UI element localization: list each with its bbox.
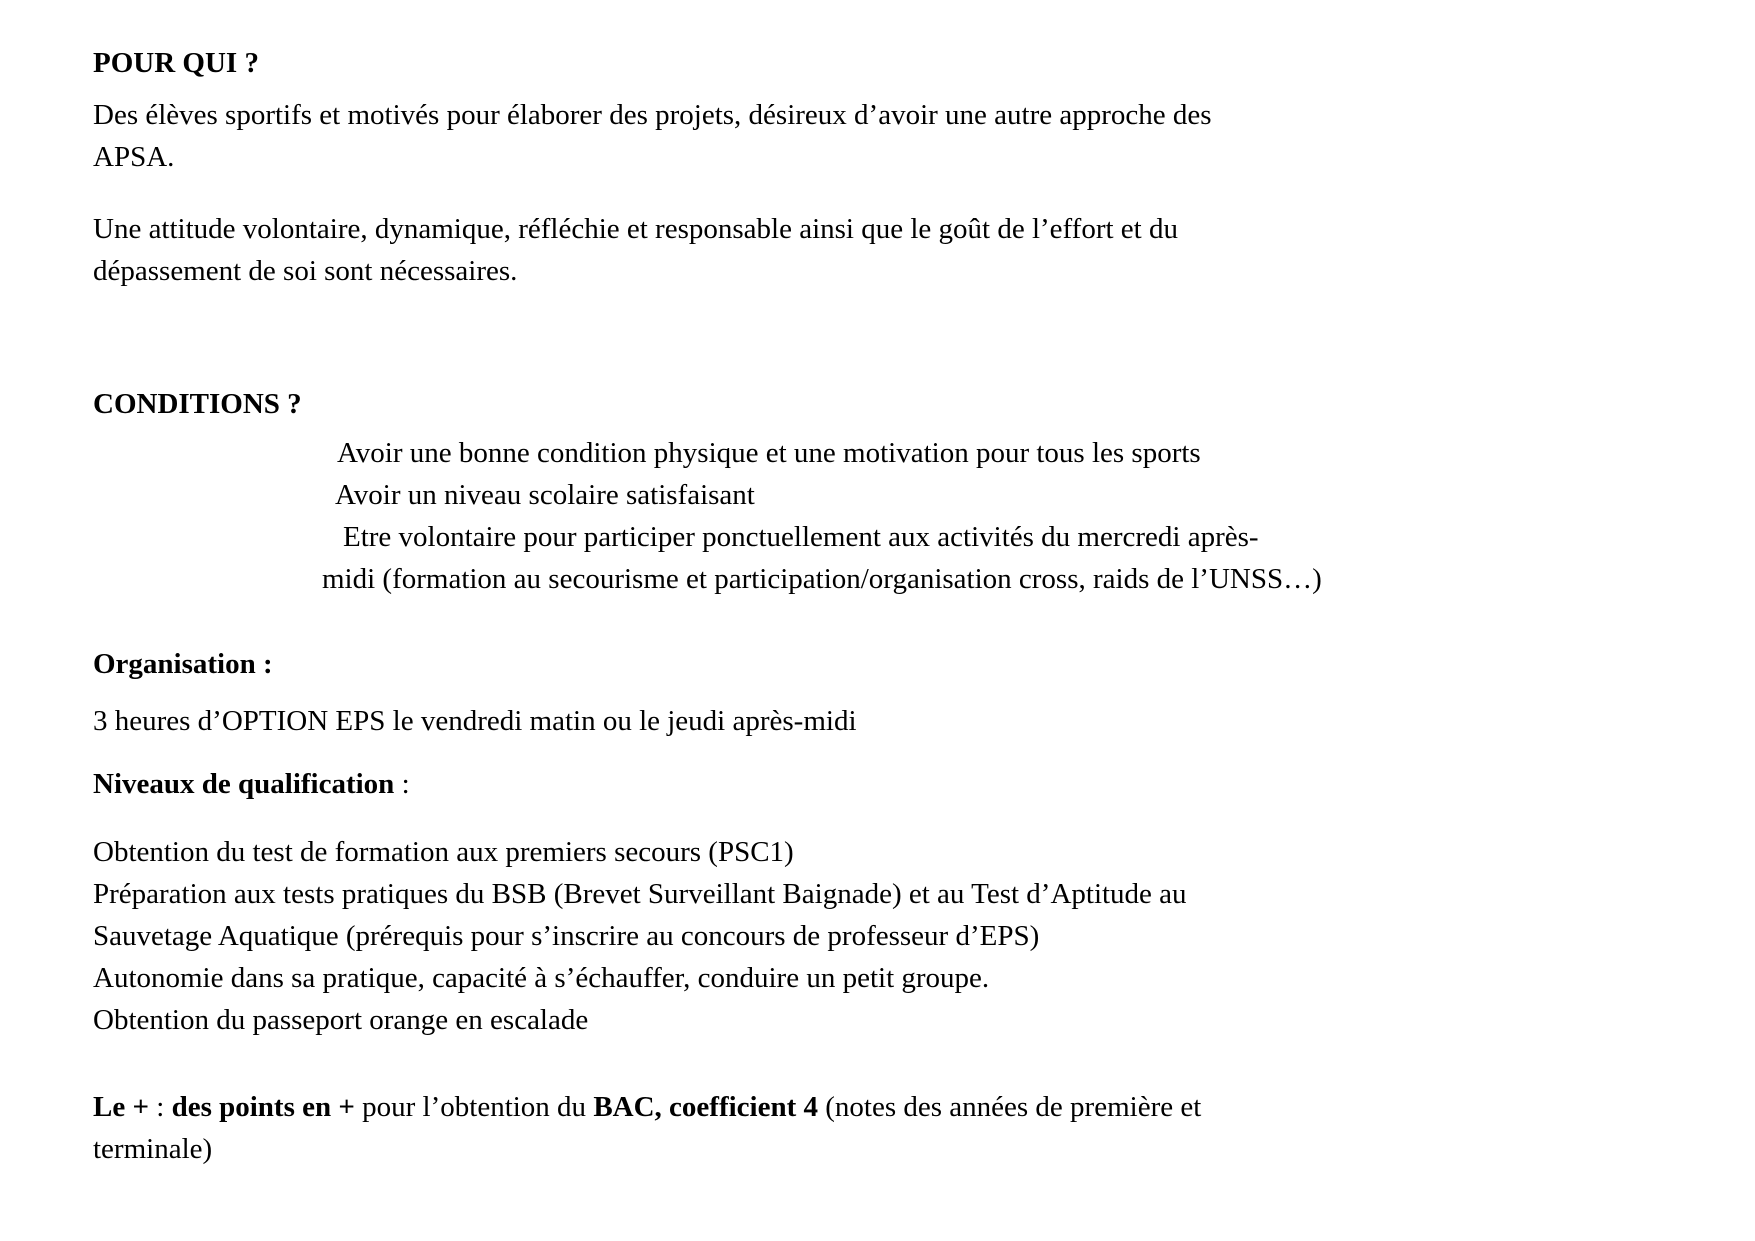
paragraph-le-plus-line-2: terminale) xyxy=(93,1133,213,1165)
bac-coefficient-bold: BAC, coefficient 4 xyxy=(593,1091,818,1123)
qualification-line: Préparation aux tests pratiques du BSB (Brevet Surveillant Baignade) et au Test d’Aptitude au xyxy=(93,878,1187,910)
paragraph-eleves-line-2: APSA. xyxy=(93,141,175,173)
heading-organisation: Organisation : xyxy=(93,648,273,680)
qualification-block xyxy=(93,831,1660,1041)
condition-line: Avoir une bonne condition physique et une motivation pour tous les sports xyxy=(337,437,1201,469)
paragraph-attitude-line-2: dépassement de soi sont nécessaires. xyxy=(93,255,518,287)
paragraph-le-plus xyxy=(93,1086,1660,1170)
le-plus-bold: Le + xyxy=(93,1091,149,1123)
qualification-line: Obtention du test de formation aux premiers secours (PSC1) xyxy=(93,836,794,868)
paragraph-eleves-line-1: Des élèves sportifs et motivés pour élaborer des projets, désireux d’avoir une autre approche des xyxy=(93,99,1212,131)
heading-niveaux-bold: Niveaux de qualification xyxy=(93,768,395,800)
qualification-line: Autonomie dans sa pratique, capacité à s’échauffer, conduire un petit groupe. xyxy=(93,962,990,994)
heading-pour-qui: POUR QUI ? xyxy=(93,47,259,79)
points-en-plus-bold: des points en + xyxy=(171,1091,355,1123)
qualification-line: Obtention du passeport orange en escalade xyxy=(93,1004,589,1036)
paragraph-le-plus-line-1 xyxy=(93,1086,1660,1128)
paragraph-eleves xyxy=(93,94,1660,178)
heading-conditions: CONDITIONS ? xyxy=(93,388,302,420)
condition-line: midi (formation au secourisme et participation/organisation cross, raids de l’UNSS…) xyxy=(322,563,1322,595)
paragraph-attitude xyxy=(93,208,1660,292)
conditions-list xyxy=(93,432,1660,600)
le-plus-tail: (notes des années de première et xyxy=(818,1091,1202,1123)
heading-niveaux-colon: : xyxy=(394,768,410,800)
paragraph-organisation: 3 heures d’OPTION EPS le vendredi matin ou le jeudi après-midi xyxy=(93,705,857,737)
qualification-line: Sauvetage Aquatique (prérequis pour s’inscrire au concours de professeur d’EPS) xyxy=(93,920,1040,952)
condition-line: Etre volontaire pour participer ponctuellement aux activités du mercredi après- xyxy=(343,521,1259,553)
paragraph-attitude-line-1: Une attitude volontaire, dynamique, réfléchie et responsable ainsi que le goût de l’effort et du xyxy=(93,213,1178,245)
le-plus-mid: pour l’obtention du xyxy=(354,1091,594,1123)
condition-line: Avoir un niveau scolaire satisfaisant xyxy=(335,479,755,511)
le-plus-sep: : xyxy=(149,1091,172,1123)
heading-niveaux xyxy=(93,763,1660,805)
